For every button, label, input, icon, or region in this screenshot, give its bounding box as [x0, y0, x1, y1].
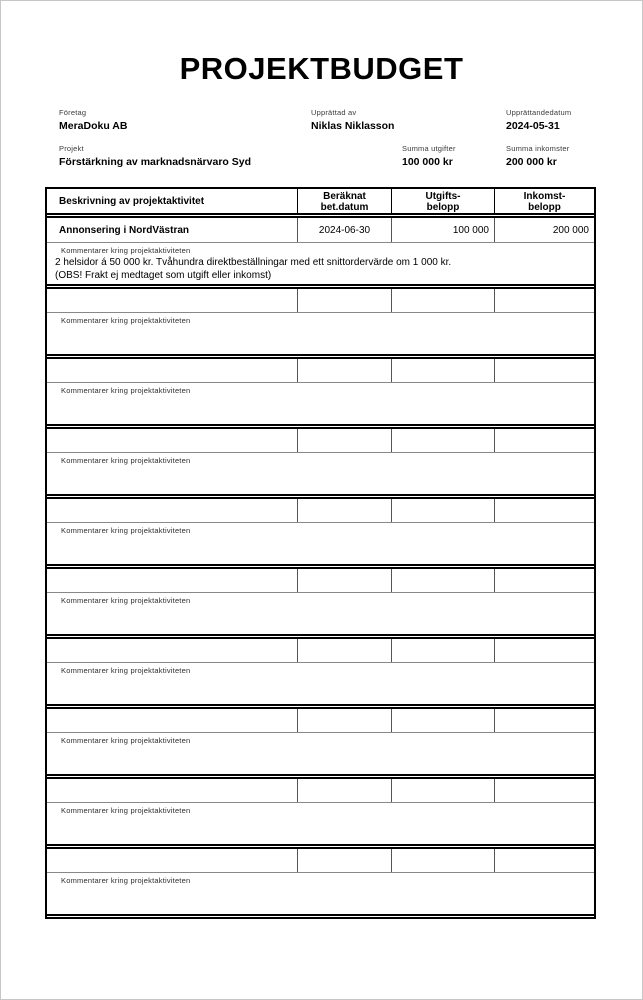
activity-payment-date-cell	[297, 849, 391, 872]
field-created-date-value: 2024-05-31	[506, 120, 560, 132]
field-total-income-value: 200 000 kr	[506, 156, 557, 168]
activity-income-cell	[494, 709, 594, 732]
header-income	[494, 189, 594, 213]
comment-area	[47, 382, 594, 424]
activity-income-cell	[494, 569, 594, 592]
activity-payment-date-cell	[297, 639, 391, 662]
table-header-row	[47, 189, 594, 213]
activity-description-cell	[47, 429, 297, 452]
comment-label: Kommentarer kring projektaktiviteten	[61, 666, 191, 675]
activity-payment-date-cell	[297, 289, 391, 312]
activity-payment-date-cell	[297, 499, 391, 522]
header-expense	[391, 189, 494, 213]
activity-expense-cell	[391, 849, 494, 872]
activity-description-cell	[47, 849, 297, 872]
activity-values-row	[47, 849, 594, 872]
comment-label: Kommentarer kring projektaktiviteten	[61, 246, 191, 255]
activity-row	[47, 849, 594, 914]
budget-table	[45, 187, 596, 919]
activity-values-row	[47, 218, 594, 242]
activity-income-cell	[494, 359, 594, 382]
activity-description-cell	[47, 779, 297, 802]
field-project-label: Projekt	[59, 144, 84, 153]
activity-values-row	[47, 359, 594, 382]
activity-row	[47, 779, 594, 844]
activity-expense-cell	[391, 499, 494, 522]
activity-row	[47, 359, 594, 424]
activity-expense-cell	[391, 289, 494, 312]
activity-row	[47, 218, 594, 284]
activity-row	[47, 429, 594, 494]
field-total-income-label: Summa inkomster	[506, 144, 570, 153]
field-created-date-label: Upprättandedatum	[506, 108, 572, 117]
activity-values-row	[47, 429, 594, 452]
header-income-line1: Inkomst-	[523, 190, 566, 202]
field-created-date	[506, 108, 571, 132]
comment-text-line2: (OBS! Frakt ej medtaget som utgift eller inkomst)	[55, 270, 272, 281]
header-description: Beskrivning av projektaktivitet	[59, 195, 205, 207]
activity-row	[47, 569, 594, 634]
header-expense-line1: Utgifts-	[425, 190, 461, 202]
table-bottom-border	[47, 914, 594, 919]
comment-label: Kommentarer kring projektaktiviteten	[61, 806, 191, 815]
activity-payment-date-cell	[297, 709, 391, 732]
activity-payment-date-cell	[297, 429, 391, 452]
field-company-value: MeraDoku AB	[59, 120, 128, 132]
comment-area	[47, 872, 594, 914]
comment-label: Kommentarer kring projektaktiviteten	[61, 316, 191, 325]
activity-expense-cell	[391, 429, 494, 452]
field-project	[59, 144, 251, 168]
comment-label: Kommentarer kring projektaktiviteten	[61, 736, 191, 745]
comment-label: Kommentarer kring projektaktiviteten	[61, 876, 191, 885]
comment-label: Kommentarer kring projektaktiviteten	[61, 526, 191, 535]
activity-row	[47, 499, 594, 564]
activity-income-cell	[494, 639, 594, 662]
field-total-expenses-label: Summa utgifter	[402, 144, 456, 153]
activity-income-cell: 200 000	[494, 218, 594, 242]
field-created-by-value: Niklas Niklasson	[311, 120, 395, 132]
field-total-expenses	[402, 144, 456, 168]
comment-area	[47, 242, 594, 284]
activity-row	[47, 709, 594, 774]
activity-row	[47, 289, 594, 354]
comment-area	[47, 802, 594, 844]
field-company-label: Företag	[59, 108, 87, 117]
activity-payment-date-cell	[297, 569, 391, 592]
activity-income-cell	[494, 289, 594, 312]
activity-expense-cell	[391, 569, 494, 592]
activity-income-cell	[494, 779, 594, 802]
activity-payment-date-cell	[297, 779, 391, 802]
table-rows	[47, 213, 594, 919]
activity-values-row	[47, 499, 594, 522]
header-expense-line2: belopp	[426, 201, 460, 213]
field-total-expenses-value: 100 000 kr	[402, 156, 453, 168]
comment-area	[47, 522, 594, 564]
header-income-line2: belopp	[528, 201, 561, 213]
activity-values-row	[47, 639, 594, 662]
activity-expense-cell	[391, 779, 494, 802]
activity-row	[47, 639, 594, 704]
activity-description-cell	[47, 639, 297, 662]
comment-area	[47, 452, 594, 494]
activity-description-cell	[47, 499, 297, 522]
activity-income-cell	[494, 429, 594, 452]
field-project-value: Förstärkning av marknadsnärvaro Syd	[59, 156, 251, 168]
comment-area	[47, 662, 594, 704]
activity-income-cell	[494, 849, 594, 872]
activity-payment-date-cell: 2024-06-30	[297, 218, 391, 242]
page-title: PROJEKTBUDGET	[179, 51, 464, 86]
field-company	[59, 108, 127, 132]
activity-payment-date-cell	[297, 359, 391, 382]
comment-area	[47, 312, 594, 354]
comment-label: Kommentarer kring projektaktiviteten	[61, 596, 191, 605]
activity-description-cell	[47, 359, 297, 382]
field-created-by-label: Upprättad av	[311, 108, 357, 117]
activity-description-cell	[47, 569, 297, 592]
comment-label: Kommentarer kring projektaktiviteten	[61, 386, 191, 395]
field-created-by	[311, 108, 394, 132]
header-payment-date-line1: Beräknat	[323, 190, 366, 202]
activity-values-row	[47, 289, 594, 312]
activity-expense-cell	[391, 639, 494, 662]
header-payment-date-line2: bet.datum	[320, 201, 369, 213]
activity-values-row	[47, 709, 594, 732]
activity-expense-cell: 100 000	[391, 218, 494, 242]
activity-income-cell	[494, 499, 594, 522]
activity-description-cell	[47, 289, 297, 312]
activity-values-row	[47, 779, 594, 802]
comment-label: Kommentarer kring projektaktiviteten	[61, 456, 191, 465]
activity-description-cell: Annonsering i NordVästran	[59, 224, 190, 236]
comment-text-line1: 2 helsidor á 50 000 kr. Tvåhundra direktbeställningar med ett snittordervärde om 1 000 kr.	[55, 257, 452, 268]
activity-values-row	[47, 569, 594, 592]
activity-expense-cell	[391, 359, 494, 382]
comment-area	[47, 732, 594, 774]
comment-area	[47, 592, 594, 634]
activity-description-cell	[47, 709, 297, 732]
header-payment-date	[297, 189, 391, 213]
field-total-income	[506, 144, 569, 168]
activity-expense-cell	[391, 709, 494, 732]
